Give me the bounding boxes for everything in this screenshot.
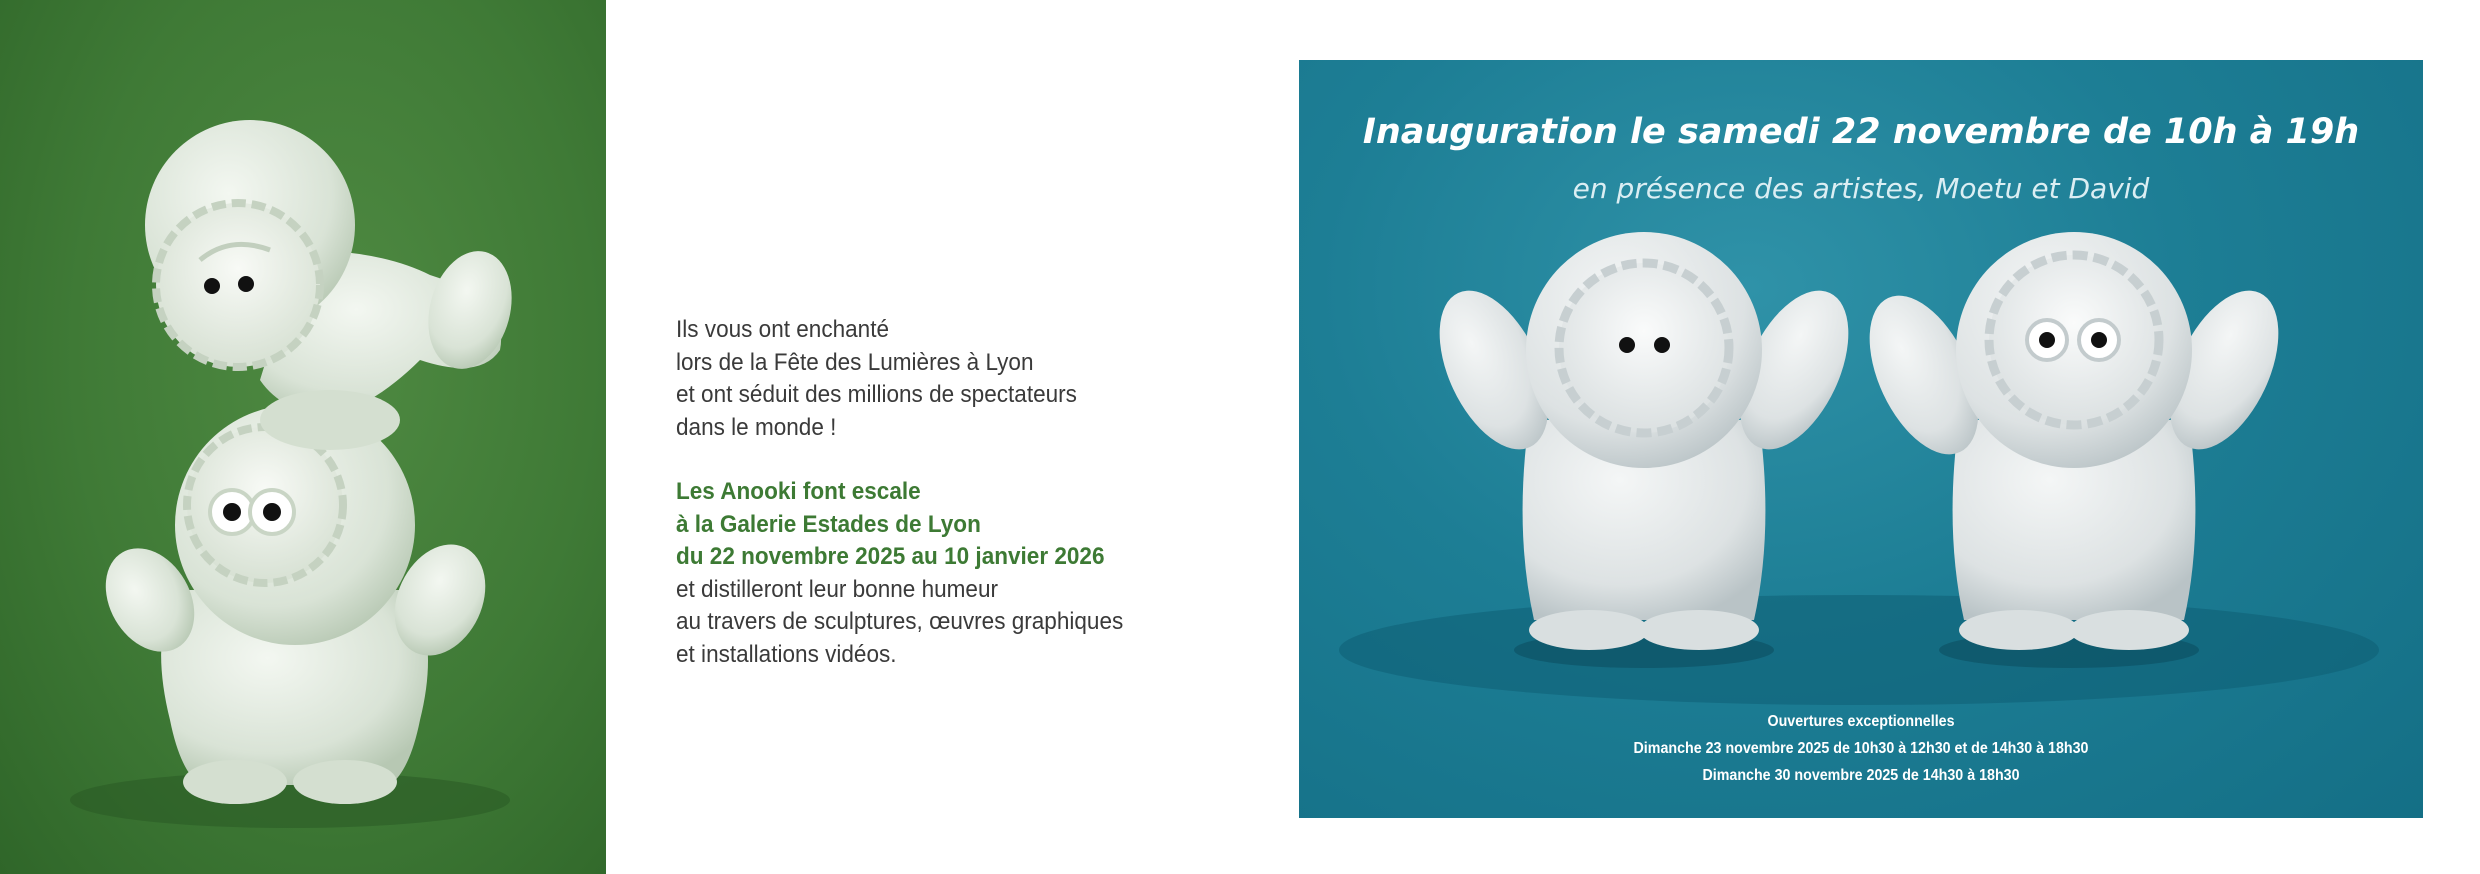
figure-left <box>1417 232 1870 650</box>
invitation-panel <box>1299 60 2423 818</box>
opening-date: Dimanche 23 novembre 2025 de 10h30 à 12h30 et de 14h30 à 18h30 <box>1633 740 2089 757</box>
left-image-panel <box>0 0 606 874</box>
highlight-line: Les Anooki font escale <box>676 478 921 505</box>
intro-line: et ont séduit des millions de spectateurs <box>676 381 1077 408</box>
figure-right <box>1847 232 2300 650</box>
intro-line: lors de la Fête des Lumières à Lyon <box>676 348 1034 376</box>
special-openings <box>1299 708 2423 789</box>
stacked-anooki-sculpture <box>0 0 606 874</box>
closing-line: et distilleront leur bonne humeur <box>676 575 999 603</box>
artists-subline: en présence des artistes, Moetu et David <box>1572 172 2150 205</box>
description-text <box>676 314 1191 671</box>
highlight-line: à la Galerie Estades de Lyon <box>676 510 981 538</box>
intro-line: dans le monde ! <box>676 413 837 441</box>
opening-date: Dimanche 30 novembre 2025 de 14h30 à 18h30 <box>1702 767 2020 784</box>
closing-line: au travers de sculptures, œuvres graphiques <box>676 608 1124 635</box>
closing-line: et installations vidéos. <box>676 640 897 668</box>
intro-line: Ils vous ont enchanté <box>676 316 890 343</box>
inauguration-headline: Inauguration le samedi 22 novembre de 10h à 19h <box>1362 112 2360 152</box>
highlight-line: du 22 novembre 2025 au 10 janvier 2026 <box>676 543 1105 570</box>
openings-title: Ouvertures exceptionnelles <box>1767 713 1955 730</box>
